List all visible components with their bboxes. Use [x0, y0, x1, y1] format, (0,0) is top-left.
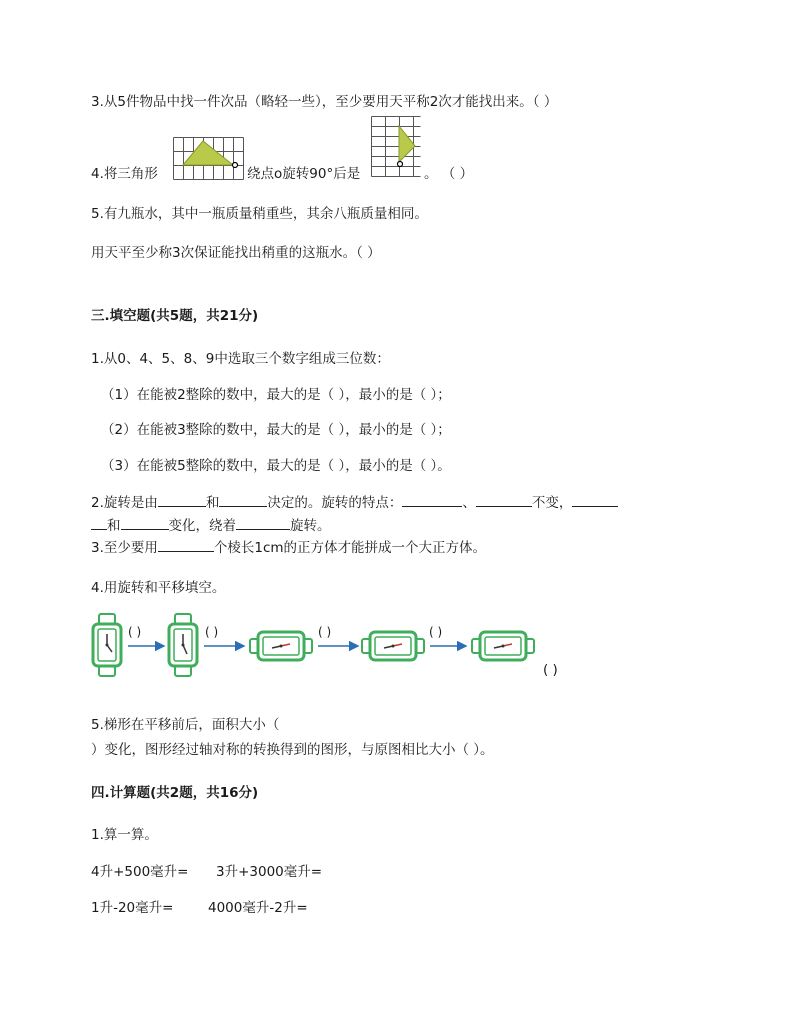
judge-q4-suffix: 。 （ ） [424, 166, 474, 182]
fill-q2-text-g: 变化，绕着 [168, 518, 236, 534]
answer-blank[interactable] [219, 492, 267, 507]
section3-title: 三.填空题(共5题，共21分) [91, 308, 259, 324]
judge-q4-prefix: 4.将三角形 [91, 166, 158, 182]
fill-q2-text-h: 旋转。 [290, 518, 331, 534]
watch-paren-1: ( ) [128, 625, 142, 639]
vertical-watch-1 [93, 614, 121, 676]
fill-q2-line1 [91, 492, 618, 513]
answer-blank[interactable] [91, 515, 107, 530]
calc-row1-b: 3升+3000毫升= [216, 864, 323, 880]
fill-q2-text-f: 和 [107, 518, 121, 534]
fill-q3-text-a: 3.至少要用 [91, 540, 158, 556]
answer-blank[interactable] [236, 515, 290, 530]
judge-q3: 3.从5件物品中找一件次品（略轻一些），至少要用天平称2次才能找出来。（ ） [91, 94, 558, 110]
answer-blank[interactable] [402, 492, 462, 507]
fill-q1: 1.从0、4、5、8、9中选取三个数字组成三位数： [91, 351, 390, 367]
answer-blank[interactable] [476, 492, 532, 507]
triangle-grid-figure [173, 137, 249, 182]
calc-row2-a: 1升-20毫升= [91, 900, 174, 916]
calc-q1: 1.算一算。 [91, 827, 158, 843]
rotated-triangle-grid-figure [371, 116, 423, 184]
rotation-point [233, 163, 238, 168]
fill-q2-text-e: 不变， [531, 495, 573, 511]
answer-blank[interactable] [158, 492, 206, 507]
watch-paren-end: ( ) [543, 662, 558, 678]
fill-q2-text-c: 决定的。旋转的特点： [267, 495, 403, 511]
watch-paren-2: ( ) [205, 625, 219, 639]
watch-paren-4: ( ) [429, 625, 443, 639]
answer-blank[interactable] [572, 492, 618, 507]
fill-q5-line1: 5.梯形在平移前后，面积大小（ [91, 717, 280, 733]
calc-row1-a: 4升+500毫升= [91, 864, 189, 880]
triangle-shape [183, 141, 233, 165]
fill-q3 [91, 537, 486, 558]
answer-blank[interactable] [121, 515, 169, 530]
horizontal-watch-3 [472, 632, 534, 660]
fill-q2-text-b: 和 [205, 495, 220, 511]
fill-q1-c: （3）在能被5整除的数中，最大的是（ ），最小的是（ ）。 [101, 458, 451, 474]
judge-q4-middle: 绕点o旋转90°后是 [247, 166, 361, 182]
watch-sequence-figure [90, 612, 610, 684]
judge-q5-line2: 用天平至少称3次保证能找出稍重的这瓶水。（ ） [91, 245, 381, 261]
answer-blank[interactable] [158, 537, 214, 552]
fill-q3-text-b: 个棱长1cm的正方体才能拼成一个大正方体。 [213, 540, 487, 556]
rotated-rotation-point [398, 162, 403, 167]
judge-q4 [91, 164, 158, 184]
fill-q1-b: （2）在能被3整除的数中，最大的是（ ），最小的是（ ）； [101, 422, 451, 438]
judge-q5-line1: 5.有九瓶水，其中一瓶质量稍重些，其余八瓶质量相同。 [91, 206, 428, 222]
fill-q2-text-d: 、 [462, 495, 476, 511]
vertical-watch-2 [169, 614, 197, 676]
watch-paren-3: ( ) [318, 625, 332, 639]
horizontal-watch-2 [362, 632, 424, 660]
horizontal-watch-1 [250, 632, 312, 660]
fill-q1-a: （1）在能被2整除的数中，最大的是（ ），最小的是（ ）； [101, 387, 451, 403]
fill-q4: 4.用旋转和平移填空。 [91, 580, 226, 596]
fill-q2-line2 [91, 515, 331, 536]
fill-q5-line2: ）变化，图形经过轴对称的转换得到的图形，与原图相比大小（ ）。 [91, 742, 494, 758]
fill-q2-text-a: 2.旋转是由 [91, 495, 158, 511]
calc-row2-b: 4000毫升-2升= [208, 900, 308, 916]
section4-title: 四.计算题(共2题，共16分) [91, 785, 259, 801]
